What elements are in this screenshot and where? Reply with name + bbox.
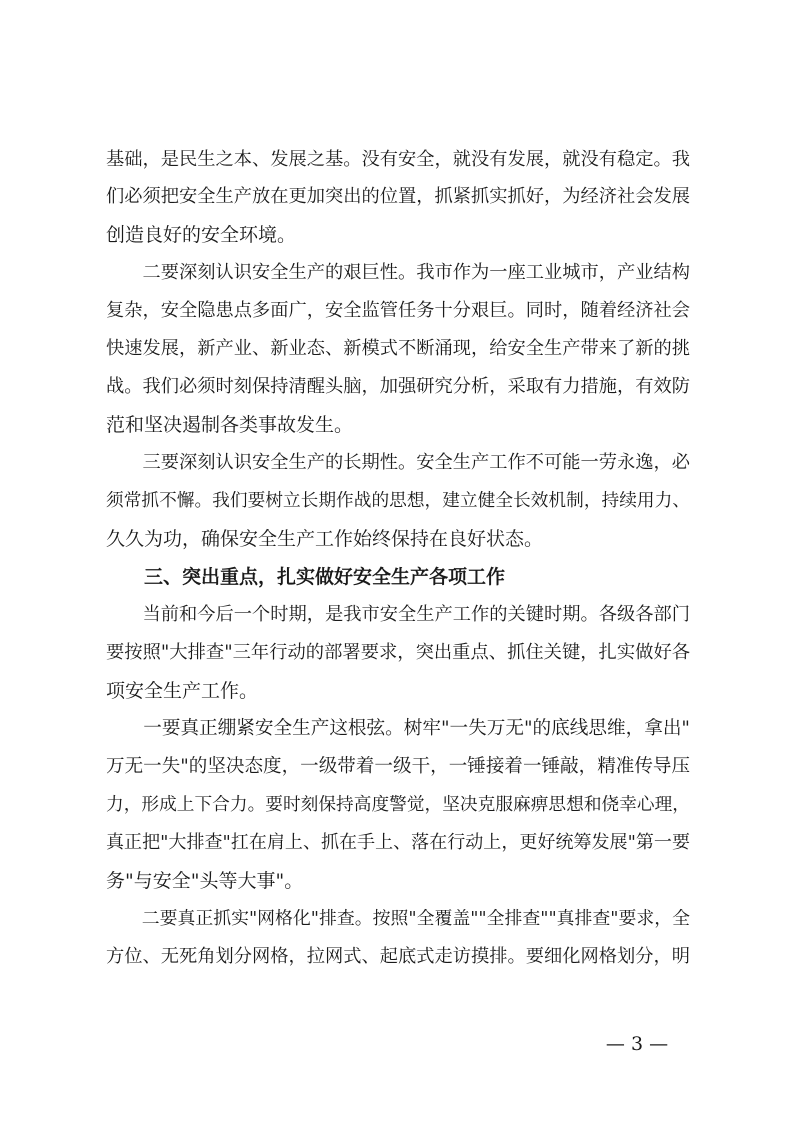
body-text-line: 须常抓不懈。我们要树立长期作战的思想，建立健全长效机制，持续用力、: [106, 491, 690, 511]
body-text-line: 创造良好的安全环境。: [106, 224, 297, 246]
body-text-line: 战。我们必须时刻保持清醒头脑，加强研究分析，采取有力措施，有效防: [106, 376, 690, 397]
body-text-line: 务"与安全"头等大事"。: [106, 870, 304, 892]
body-text-line: 复杂，安全隐患点多面广，安全监管任务十分艰巨。同时，随着经济社会: [106, 300, 690, 321]
page-number: — 3 —: [605, 1033, 669, 1055]
body-text-line: 项安全生产工作。: [106, 680, 259, 702]
body-text-line: 三要深刻认识安全生产的长期性。安全生产工作不可能一劳永逸，必: [106, 452, 690, 473]
body-text-line: 要按照"大排查"三年行动的部署要求，突出重点、抓住关键，扎实做好各: [106, 642, 691, 663]
body-text-line: 二要深刻认识安全生产的艰巨性。我市作为一座工业城市，产业结构: [106, 262, 690, 283]
body-text-line: 二要真正抓实"网格化"排查。按照"全覆盖""全排查""真排查"要求，全: [106, 908, 690, 929]
body-text-line: 一要真正绷紧安全生产这根弦。树牢"一失万无"的底线思维，拿出": [106, 718, 690, 739]
body-text-line: 真正把"大排查"扛在肩上、抓在手上、落在行动上，更好统筹发展"第一要: [106, 832, 690, 853]
body-text-line: 当前和今后一个时期，是我市安全生产工作的关键时期。各级各部门: [106, 604, 690, 625]
body-text-line: 万无一失"的坚决态度，一级带着一级干，一锤接着一锤敲，精准传导压: [106, 756, 690, 777]
section-heading: 三、突出重点，扎实做好安全生产各项工作: [106, 566, 506, 588]
body-text-line: 力，形成上下合力。要时刻保持高度警觉，坚决克服麻痹思想和侥幸心理，: [106, 795, 690, 815]
body-text-line: 久久为功，确保安全生产工作始终保持在良好状态。: [106, 528, 544, 550]
body-text-line: 范和坚决遏制各类事故发生。: [106, 414, 354, 436]
body-text-line: 基础，是民生之本、发展之基。没有安全，就没有发展，就没有稳定。我: [106, 149, 690, 170]
body-text-line: 方位、无死角划分网格，拉网式、起底式走访摸排。要细化网格划分，明: [106, 946, 690, 967]
body-text-line: 们必须把安全生产放在更加突出的位置，抓紧抓实抓好，为经济社会发展: [106, 186, 690, 207]
body-text-line: 快速发展，新产业、新业态、新模式不断涌现，给安全生产带来了新的挑: [106, 338, 690, 359]
